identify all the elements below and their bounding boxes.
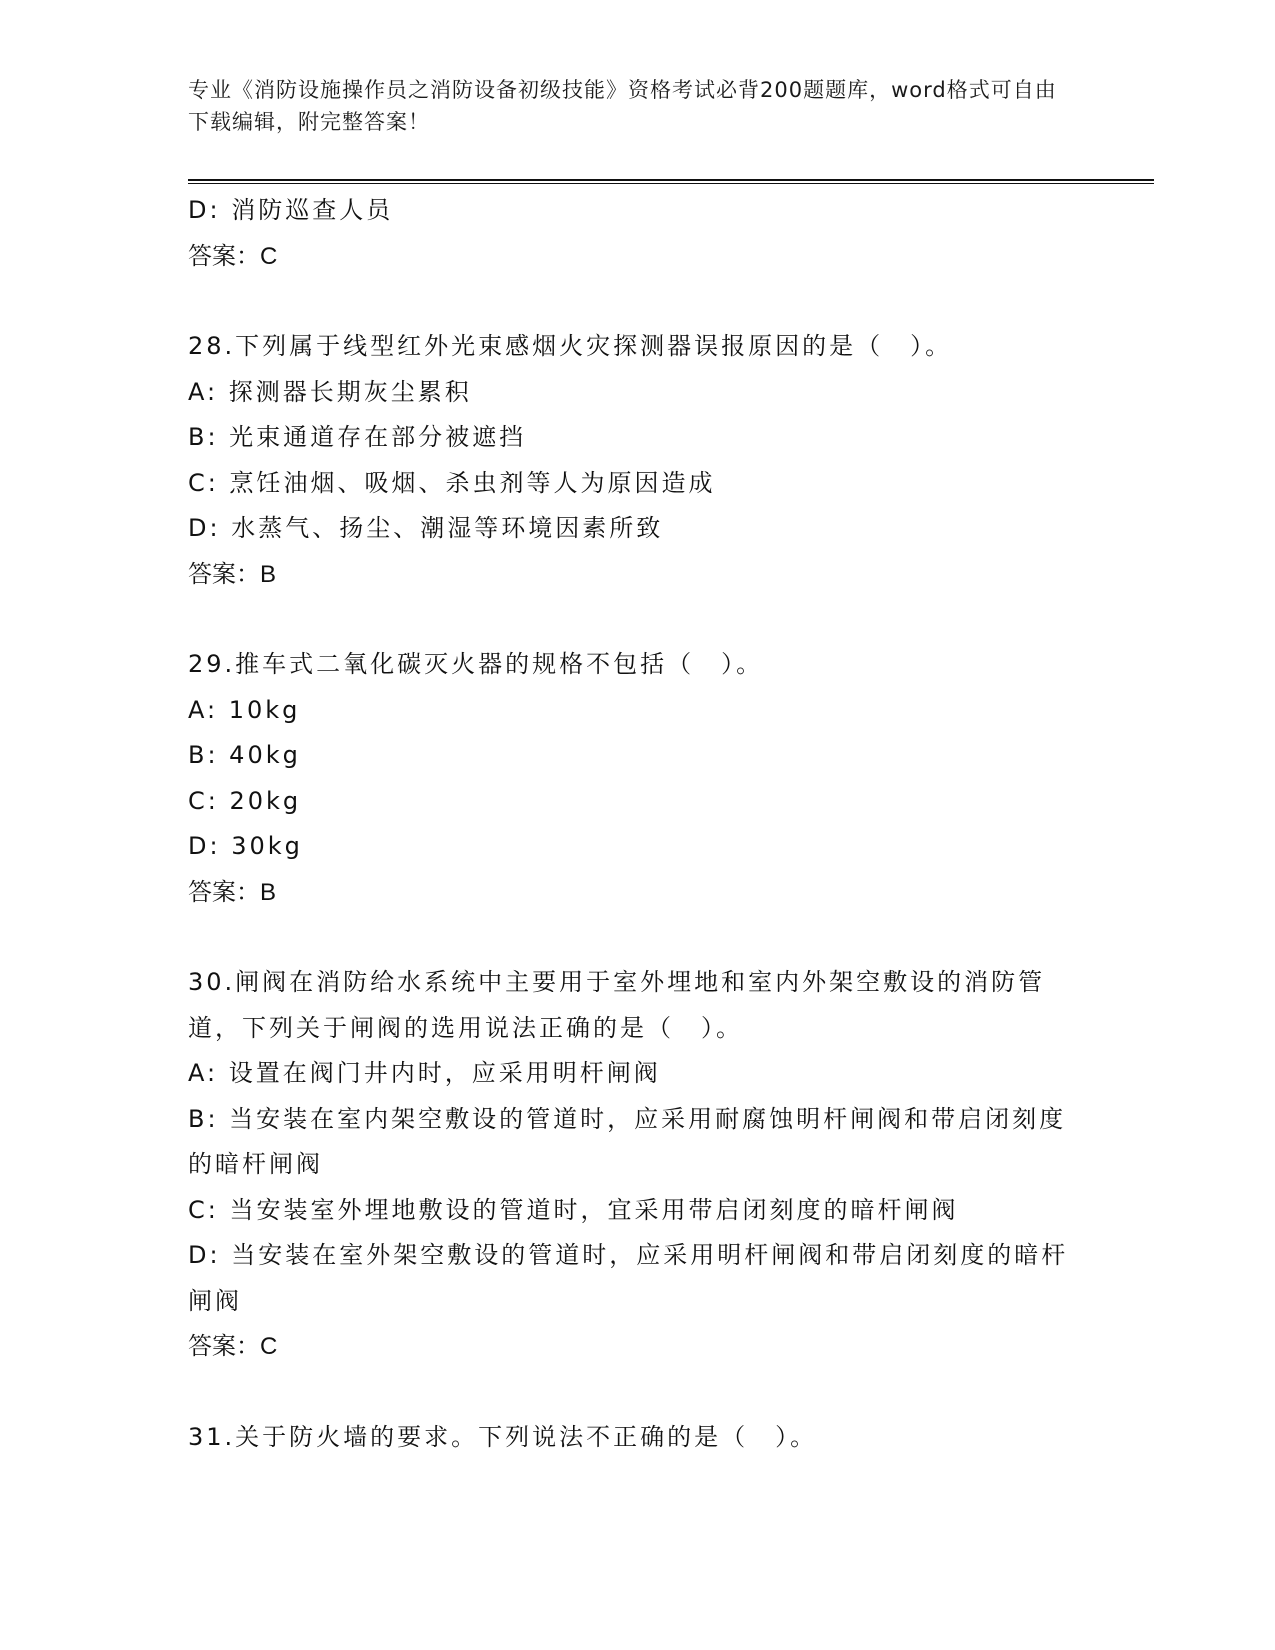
question-stem: 29.推车式二氧化碳灭火器的规格不包括（ ）。 — [188, 650, 764, 678]
option-a: A: 10kg — [188, 695, 301, 724]
answer: 答案：C — [188, 1333, 278, 1360]
header-divider-thick — [188, 179, 1154, 181]
header-divider-thin — [188, 183, 1154, 184]
option-d: D: 水蒸气、扬尘、潮湿等环境因素所致 — [188, 514, 664, 542]
question-stem: 31.关于防火墙的要求。下列说法不正确的是（ ）。 — [188, 1422, 818, 1451]
option-d: D: 消防巡查人员 — [188, 196, 394, 224]
option-c: C: 烹饪油烟、吸烟、杀虫剂等人为原因造成 — [188, 468, 716, 497]
option-a: A: 探测器长期灰尘累积 — [188, 377, 472, 406]
option-b: B: 当安装在室内架空敷设的管道时，应采用耐腐蚀明杆闸阀和带启闭刻度的暗杆闸阀 — [188, 1104, 1067, 1178]
option-d: D: 当安装在室外架空敷设的管道时，应采用明杆闸阀和带启闭刻度的暗杆闸阀 — [188, 1241, 1069, 1315]
question-27-continuation — [188, 188, 1088, 279]
question-31 — [188, 1415, 1088, 1461]
option-d: D: 30kg — [188, 832, 303, 860]
question-30 — [188, 960, 1088, 1370]
document-body — [188, 188, 1088, 1460]
option-c: C: 当安装室外埋地敷设的管道时，宜采用带启闭刻度的暗杆闸阀 — [188, 1195, 959, 1224]
answer: 答案：B — [188, 878, 277, 906]
question-28 — [188, 324, 1088, 597]
question-stem: 30.闸阀在消防给水系统中主要用于室外埋地和室内外架空敷设的消防管道，下列关于闸阀的选用说法正确的是（ ）。 — [188, 968, 1046, 1042]
document-header: 专业《消防设施操作员之消防设备初级技能》资格考试必背200题题库，word格式可自由下载编辑，附完整答案！ — [188, 78, 1057, 134]
question-29 — [188, 642, 1088, 915]
question-stem: 28.下列属于线型红外光束感烟火灾探测器误报原因的是（ ）。 — [188, 332, 953, 360]
option-a: A: 设置在阀门井内时，应采用明杆闸阀 — [188, 1059, 661, 1087]
answer: 答案：C — [188, 242, 278, 270]
option-b: B: 光束通道存在部分被遮挡 — [188, 423, 527, 451]
option-b: B: 40kg — [188, 741, 301, 769]
answer: 答案：B — [188, 560, 277, 588]
option-c: C: 20kg — [188, 786, 302, 815]
